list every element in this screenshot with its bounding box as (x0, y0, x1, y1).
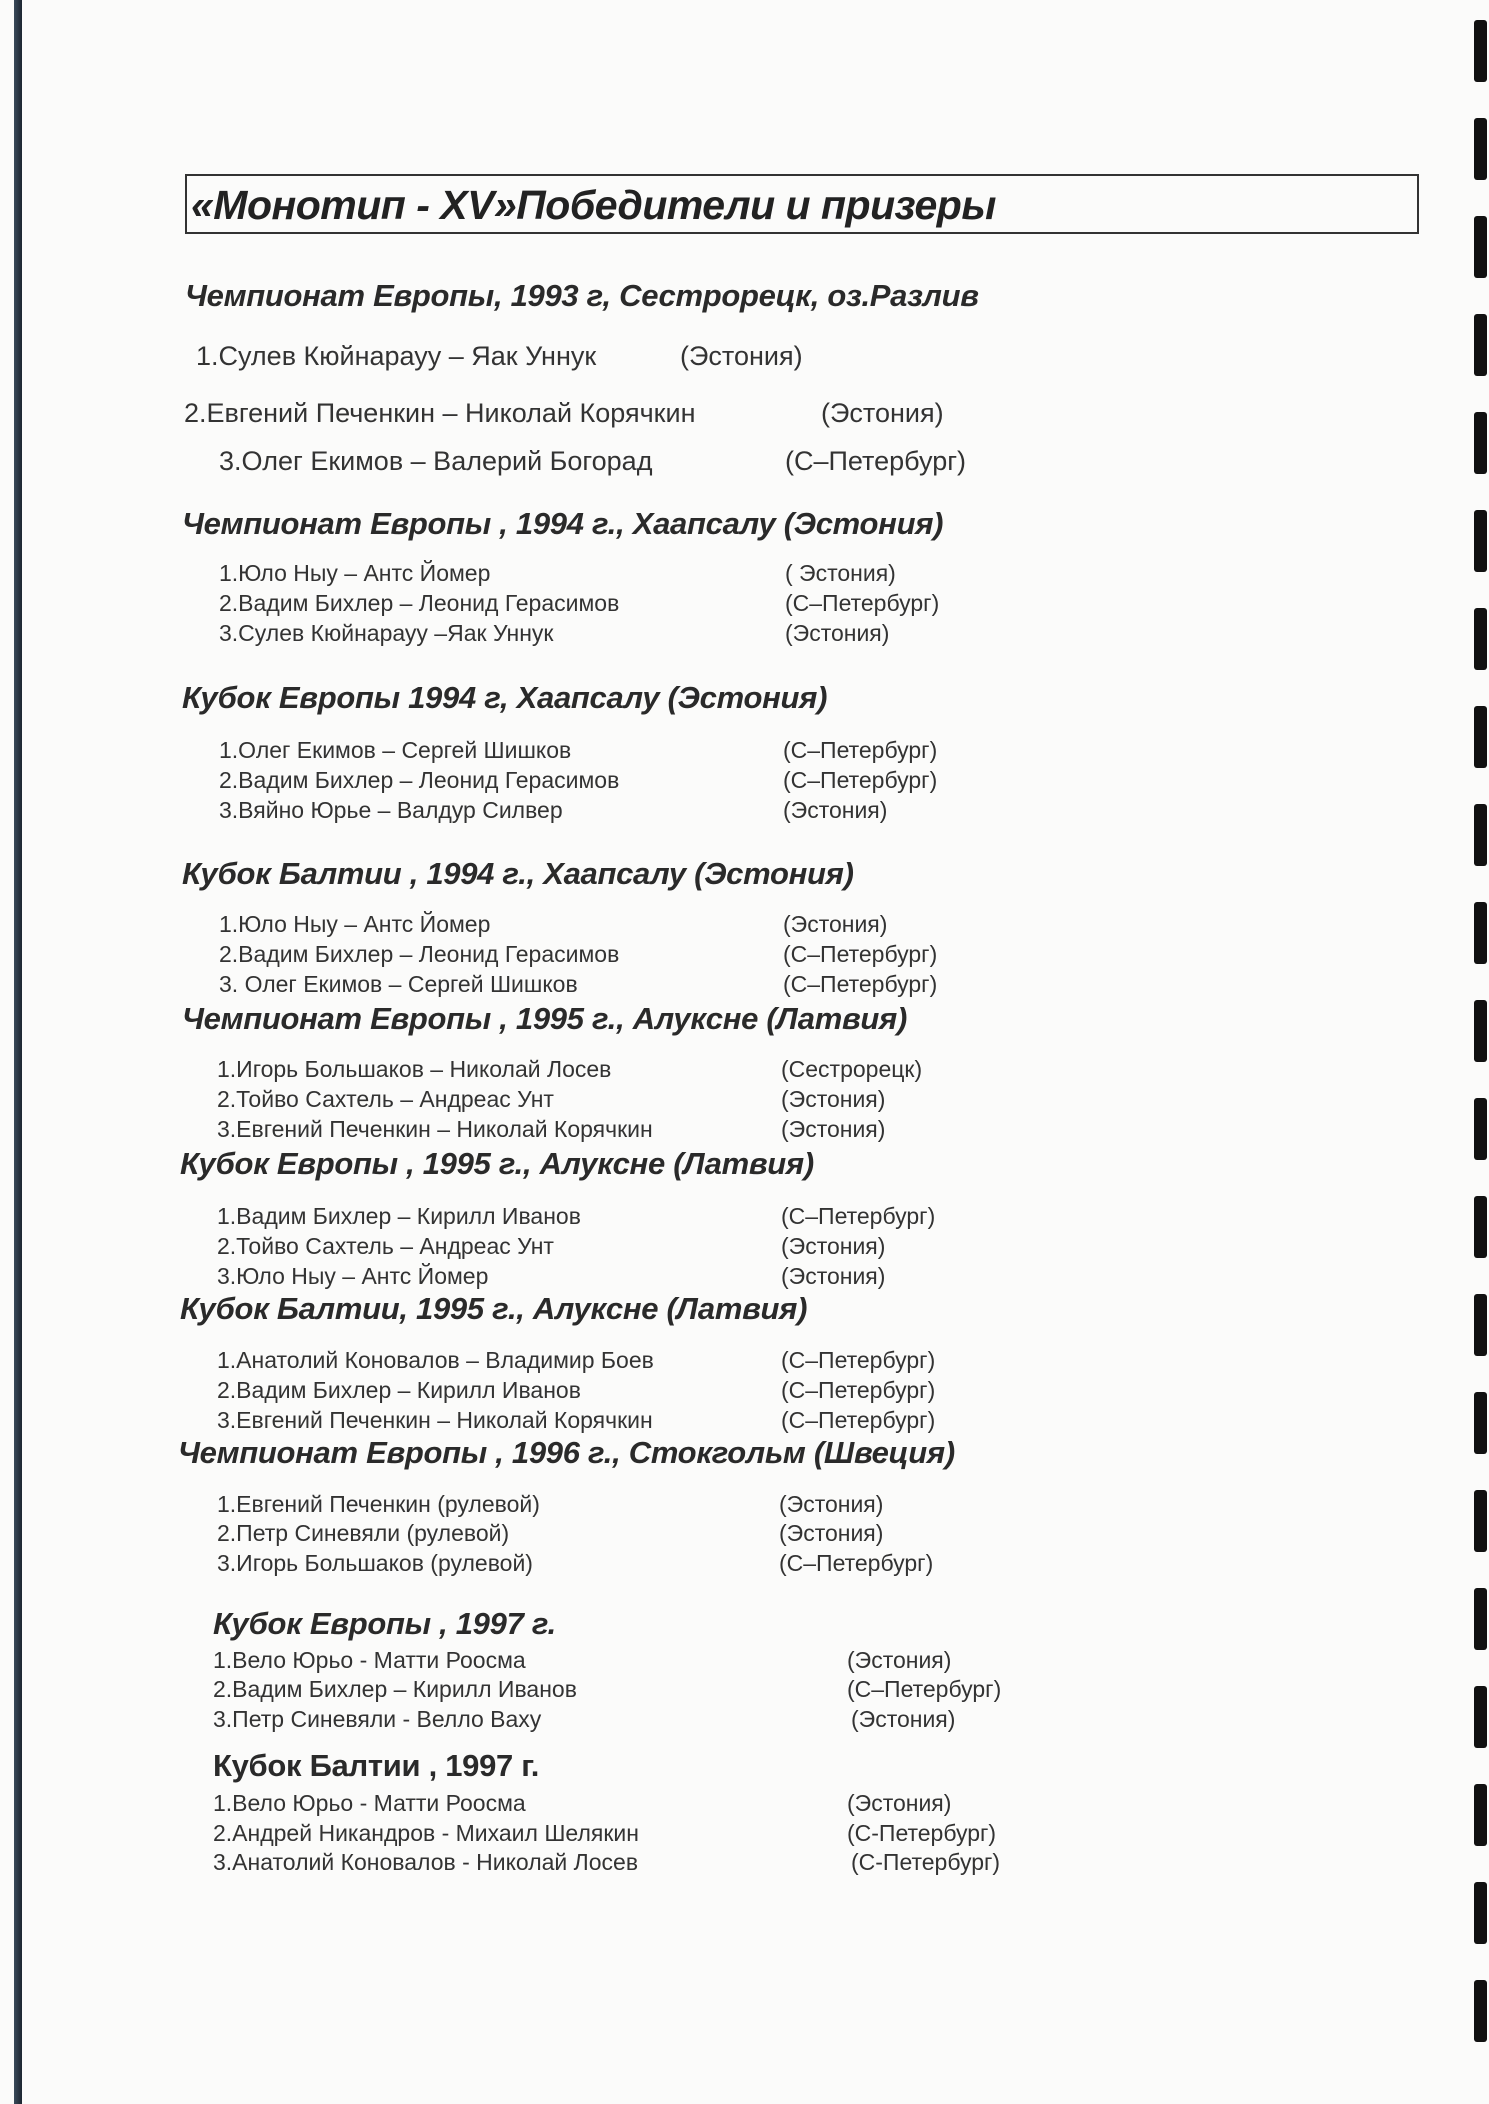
winner-names: 2.Евгений Печенкин – Николай Корячкин (184, 398, 696, 428)
binder-hole (1474, 608, 1487, 670)
winner-location: (С–Петербург) (781, 1203, 936, 1229)
winner-location: (С–Петербург) (783, 941, 938, 967)
winner-names: 2.Тойво Сахтель – Андреас Унт (217, 1233, 554, 1259)
winner-names: 2.Тойво Сахтель – Андреас Унт (217, 1086, 554, 1112)
winner-location: (Эстония) (783, 797, 888, 823)
winner-location: (Сестрорецк) (781, 1056, 923, 1082)
binder-hole (1474, 412, 1487, 474)
winner-location: (С–Петербург) (783, 737, 938, 763)
binder-hole (1474, 804, 1487, 866)
winner-names: 2.Андрей Никандров - Михаил Шелякин (213, 1820, 639, 1846)
winner-names: 2.Вадим Бихлер – Леонид Герасимов (219, 767, 620, 793)
winner-location: (Эстония) (680, 341, 803, 371)
winner-names: 3.Петр Синевяли - Велло Ваху (213, 1706, 542, 1732)
winner-location: (С–Петербург) (785, 590, 940, 616)
page-title: «Монотип - XV»Победители и призеры (191, 182, 996, 228)
winner-location: (Эстония) (783, 911, 888, 937)
winner-names: 2.Вадим Бихлер – Леонид Герасимов (219, 941, 620, 967)
winner-names: 1.Сулев Кюйнарауу – Яак Уннук (196, 341, 597, 371)
binder-hole (1474, 1882, 1487, 1944)
binder-hole (1474, 1098, 1487, 1160)
binder-hole (1474, 1196, 1487, 1258)
binder-hole (1474, 1588, 1487, 1650)
winner-location: (Эстония) (781, 1086, 886, 1112)
winner-location: (С–Петербург) (781, 1347, 936, 1373)
winner-names: 1.Юло Ныу – Антс Йомер (219, 560, 491, 586)
winner-names: 1.Евгений Печенкин (рулевой) (217, 1491, 540, 1517)
winner-names: 3.Вяйно Юрье – Валдур Силвер (219, 797, 563, 823)
binder-hole (1474, 20, 1487, 82)
winner-location: ( Эстония) (785, 560, 896, 586)
binder-hole (1474, 1686, 1487, 1748)
winner-names: 1.Олег Екимов – Сергей Шишков (219, 737, 572, 763)
winner-location: (Эстония) (847, 1647, 952, 1673)
winner-names: 3.Юло Ныу – Антс Йомер (217, 1263, 489, 1289)
competition-heading: Кубок Европы , 1995 г., Алуксне (Латвия) (180, 1146, 814, 1181)
winner-names: 1.Юло Ныу – Антс Йомер (219, 911, 491, 937)
competition-heading: Кубок Европы , 1997 г. (213, 1606, 556, 1641)
binder-hole (1474, 1980, 1487, 2042)
winner-location: (С–Петербург) (783, 767, 938, 793)
winner-location: (Эстония) (821, 398, 944, 428)
winner-names: 3.Олег Екимов – Валерий Богорад (219, 446, 653, 476)
winner-location: (С-Петербург) (847, 1820, 997, 1846)
winner-names: 1.Игорь Большаков – Николай Лосев (217, 1056, 612, 1082)
winner-location: (Эстония) (851, 1706, 956, 1732)
binder-hole (1474, 706, 1487, 768)
winner-names: 2.Вадим Бихлер – Кирилл Иванов (213, 1676, 577, 1702)
binder-hole (1474, 1000, 1487, 1062)
competition-heading: Кубок Балтии, 1995 г., Алуксне (Латвия) (180, 1291, 808, 1326)
binder-hole (1474, 314, 1487, 376)
competition-heading: Кубок Балтии , 1994 г., Хаапсалу (Эстония) (182, 856, 854, 891)
winner-location: (С–Петербург) (781, 1407, 936, 1433)
winner-names: 3.Евгений Печенкин – Николай Корячкин (217, 1116, 653, 1142)
winner-location: (Эстония) (847, 1790, 952, 1816)
winner-names: 2.Петр Синевяли (рулевой) (217, 1520, 510, 1546)
binder-hole (1474, 118, 1487, 180)
competition-heading: Чемпионат Европы , 1995 г., Алуксне (Латвия) (182, 1001, 908, 1036)
binder-hole (1474, 1490, 1487, 1552)
competition-heading: Кубок Балтии , 1997 г. (213, 1748, 540, 1783)
competition-heading: Чемпионат Европы , 1994 г., Хаапсалу (Эстония) (182, 506, 944, 541)
winner-names: 3.Анатолий Коновалов - Николай Лосев (213, 1849, 639, 1875)
winner-location: (Эстония) (779, 1491, 884, 1517)
winner-location: (С-Петербург) (851, 1849, 1001, 1875)
winner-names: 3.Игорь Большаков (рулевой) (217, 1550, 533, 1576)
binder-hole (1474, 510, 1487, 572)
winner-location: (С–Петербург) (781, 1377, 936, 1403)
winner-location: (С–Петербург) (847, 1676, 1002, 1702)
winner-names: 2.Вадим Бихлер – Кирилл Иванов (217, 1377, 581, 1403)
winner-names: 3.Евгений Печенкин – Николай Корячкин (217, 1407, 653, 1433)
winner-names: 1.Вело Юрьо - Матти Роосма (213, 1790, 526, 1816)
title-box (185, 174, 1419, 234)
winner-names: 1.Анатолий Коновалов – Владимир Боев (217, 1347, 654, 1373)
winner-names: 3.Сулев Кюйнарауу –Яак Уннук (219, 620, 554, 646)
winner-location: (Эстония) (781, 1116, 886, 1142)
binder-edge (14, 0, 22, 2104)
winner-location: (Эстония) (781, 1233, 886, 1259)
competition-heading: Чемпионат Европы, 1993 г, Сестрорецк, оз.Разлив (185, 278, 979, 313)
winner-names: 1.Вадим Бихлер – Кирилл Иванов (217, 1203, 581, 1229)
winner-location: (Эстония) (785, 620, 890, 646)
binder-hole (1474, 216, 1487, 278)
binder-hole (1474, 1784, 1487, 1846)
competition-heading: Кубок Европы 1994 г, Хаапсалу (Эстония) (182, 680, 828, 715)
competition-heading: Чемпионат Европы , 1996 г., Стокгольм (Швеция) (178, 1435, 955, 1470)
winner-location: (С–Петербург) (779, 1550, 934, 1576)
winner-names: 3. Олег Екимов – Сергей Шишков (219, 971, 578, 997)
winner-location: (С–Петербург) (783, 971, 938, 997)
winner-location: (Эстония) (779, 1520, 884, 1546)
binder-hole (1474, 902, 1487, 964)
winner-names: 2.Вадим Бихлер – Леонид Герасимов (219, 590, 620, 616)
binder-hole (1474, 1392, 1487, 1454)
winner-location: (Эстония) (781, 1263, 886, 1289)
binder-hole (1474, 1294, 1487, 1356)
winner-location: (С–Петербург) (785, 446, 967, 476)
winner-names: 1.Вело Юрьо - Матти Роосма (213, 1647, 526, 1673)
